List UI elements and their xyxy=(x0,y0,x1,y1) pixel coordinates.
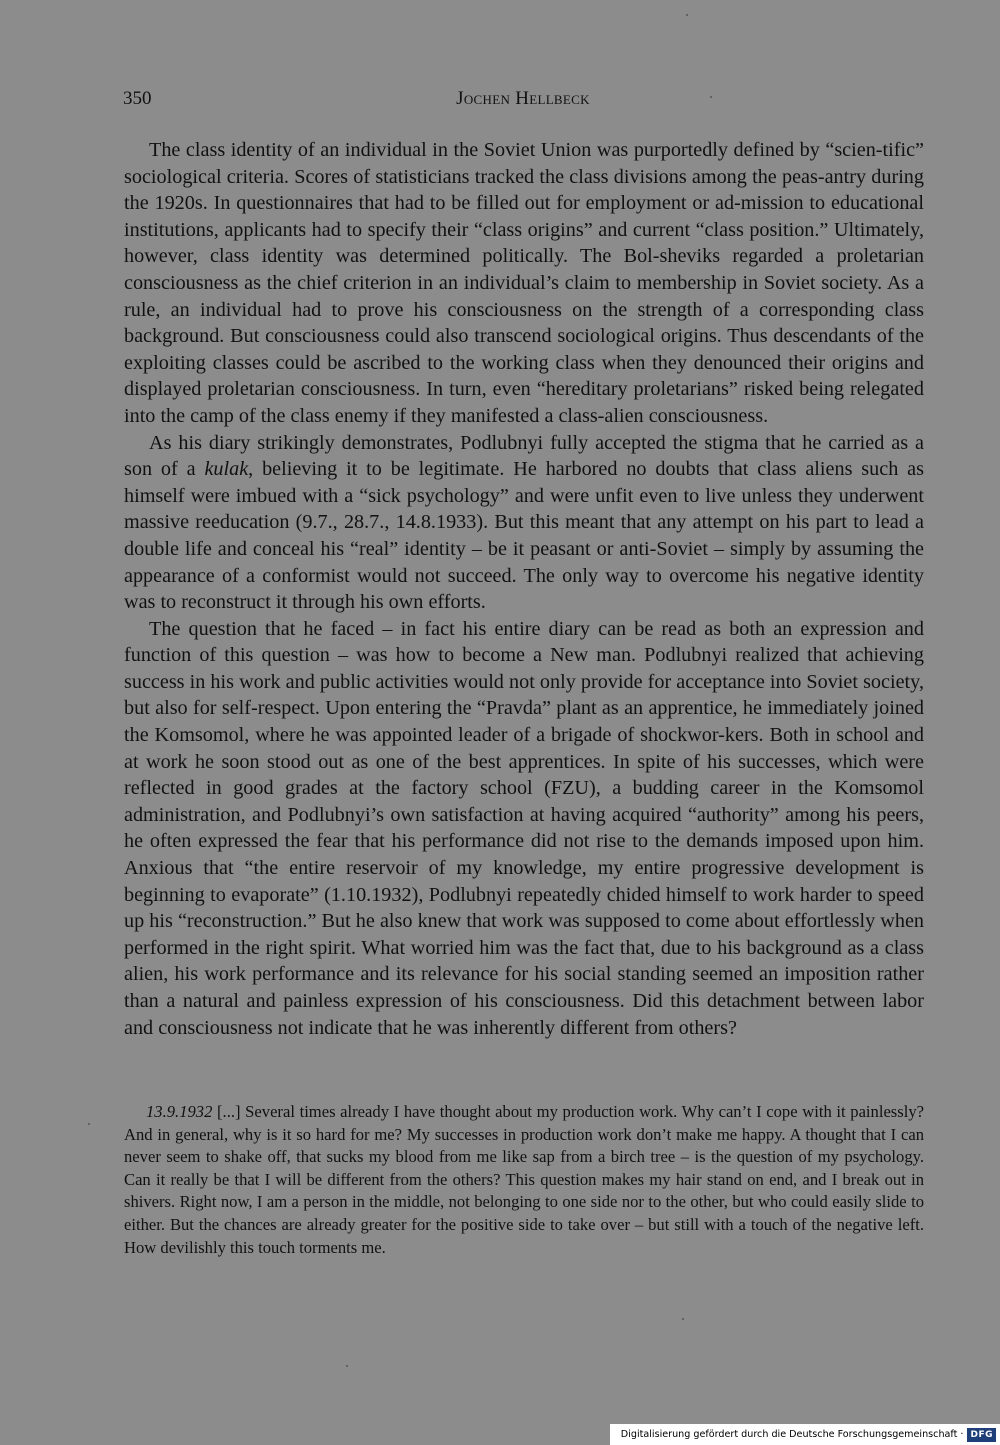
digitization-footer xyxy=(610,1424,1000,1445)
paragraph-2 xyxy=(124,430,924,616)
paragraph-1: The class identity of an individual in the Soviet Union was purportedly defined by “scien-tific” sociological criteria. Scores of statisticians tracked the class divisions among the peas-antry during the 1920s. In questionnaires that had to be filled out for employment or ad-mission to educational institutions, applicants had to specify their “class origins” and current “class position.” Ultimately, however, class identity was determined politically. The Bol-sheviks regarded a proletarian consciousness as the chief criterion in an individual’s claim to membership in Soviet society. As a rule, an individual had to prove his consciousness on the strength of a corresponding class background. But consciousness could also transcend sociological origins. Thus descendants of the exploiting classes could be ascribed to the working class when they denounced their origins and displayed proletarian consciousness. In turn, even “hereditary proletarians” risked being relegated into the camp of the class enemy if they manifested a class-alien consciousness. xyxy=(124,139,924,427)
paragraph-2-end: , believing it to be legitimate. He harbored no doubts that class aliens such as himself were imbued with a “sick psychology” and were unfit even to live unless they underwent massive reeducation (9.7., 28.7., 14.8.1933). But this meant that any attempt on his part to lead a double life and conceal his “real” identity – be it peasant or anti-Soviet – simply by assuming the appearance of a conformist would not succeed. The only way to overcome his negative identity was to reconstruct it through his own efforts. xyxy=(124,458,924,614)
scan-speck xyxy=(710,96,712,98)
scan-speck xyxy=(88,1123,90,1125)
dfg-logo: DFG xyxy=(967,1428,996,1442)
diary-quote xyxy=(124,1101,924,1259)
diary-entry xyxy=(124,1101,924,1259)
scan-speck xyxy=(686,14,688,16)
page-number: 350 xyxy=(123,88,152,109)
running-head xyxy=(123,88,923,114)
scan-speck xyxy=(346,1365,348,1367)
paragraph-2-start: As his diary strikingly demonstrates, Podlubnyi fully accepted the stigma that he carried as a son of a xyxy=(124,431,924,481)
scan-speck xyxy=(682,1318,684,1320)
paragraph-3: The question that he faced – in fact his entire diary can be read as both an expression and function of this question – was how to become a New man. Podlubnyi realized that achieving success in his work and public activities would not only provide for acceptance into Soviet society, but also for self-respect. Upon entering the “Pravda” plant as an apprentice, he immediately joined the Komsomol, where he was appointed leader of a brigade of shockwor-kers. Both in school and at work he soon stood out as one of the best apprentices. In spite of his successes, which were reflected in good grades at the factory school (FZU), a budding career in the Komsomol administration, and Podlubnyi’s own satisfaction at having acquired “authority” among his peers, he often expressed the fear that his performance did not rise to the demands imposed upon him. Anxious that “the entire reservoir of my knowledge, my entire progressive development is beginning to evaporate” (1.10.1932), Podlubnyi repeatedly chided himself to work harder to speed up his “reconstruction.” But he also knew that work was supposed to come about effortlessly when performed in the right spirit. What worried him was the fact that, due to his background as a class alien, his work performance and its relevance for his social standing seemed an imposition rather than a natural and painless expression of his consciousness. Did this detachment between labor and consciousness not indicate that he was inherently different from others? xyxy=(124,617,924,1039)
footer-credit: Digitalisierung gefördert durch die Deutsche Forschungsgemeinschaft · xyxy=(620,1429,964,1440)
diary-date: 13.9.1932 xyxy=(146,1102,213,1121)
running-head-author: Jochen Hellbeck xyxy=(456,88,590,109)
diary-text: [...] Several times already I have thought about my production work. Why can’t I cope with it painlessly? And in general, why is it so hard for me? My successes in production work don’t make me happy. A thought that I can never seem to shake off, that sucks my blood from me like sap from a birch tree – is the question of my psychology. Can it really be that I will be different from the others? This question makes my hair stand on end, and I break out in shivers. Right now, I am a person in the middle, not belonging to one side nor to the other, but who could easily slide to either. But the chances are already greater for the positive side to take over – but still with a touch of the negative left. How devilishly this touch torments me. xyxy=(124,1102,924,1257)
body-text xyxy=(124,137,924,1041)
kulak-italic: kulak xyxy=(204,458,249,481)
